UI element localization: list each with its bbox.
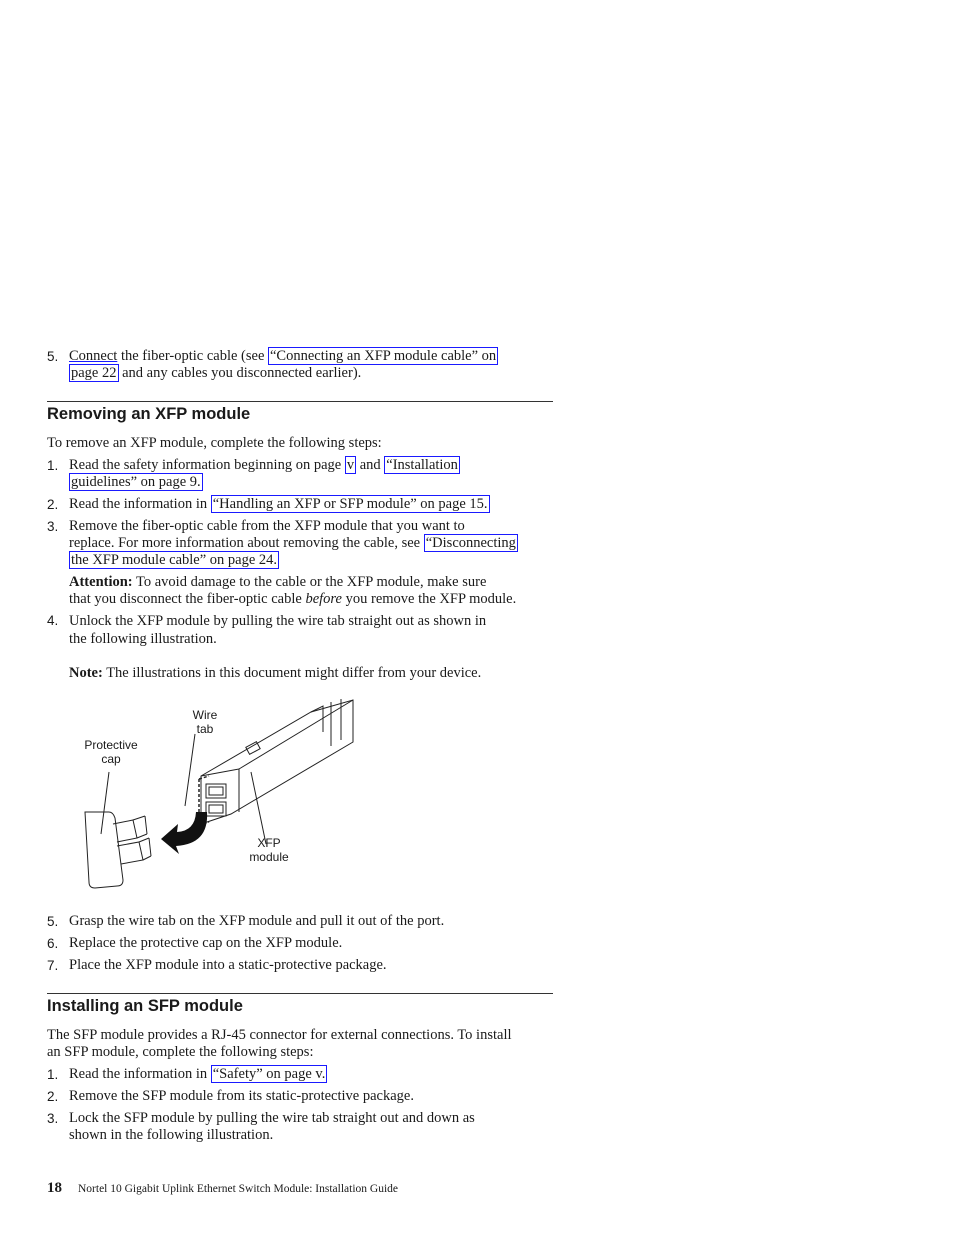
disconnecting-cable-link-cont[interactable]: the XFP module cable” on page 24. [71,552,278,568]
xfp-removal-illustration [61,694,381,904]
text: To avoid damage to the cable or the XFP module, make sure [132,574,487,590]
step-number: 5. [47,914,59,929]
step-number: 5. [47,349,59,364]
text: Remove the fiber-optic cable from the XFP module that you want to [69,518,465,534]
list-item [47,518,553,569]
step-number: 3. [47,519,59,534]
document-title: Nortel 10 Gigabit Uplink Ethernet Switch Module: Installation Guide [78,1183,399,1195]
label-wire: Wire [192,708,218,722]
safety-link[interactable]: “Safety” on page v. [212,1066,326,1082]
list-item [47,457,553,491]
step-number: 1. [47,458,59,473]
list-item [47,1088,553,1105]
emphasis: before [305,591,342,607]
list-item [47,913,553,930]
text: the fiber-optic cable (see [117,348,268,364]
text: Lock the SFP module by pulling the wire tab straight out and down as [69,1110,475,1126]
disconnecting-cable-link[interactable]: “Disconnecting [425,535,516,551]
label-xfp: XFP [257,836,281,850]
text: Read the safety information beginning on page [69,457,345,473]
text: an SFP module, complete the following steps: [47,1044,314,1060]
label-cap: cap [101,752,121,766]
text: Read the information in [69,1066,211,1082]
page-22-link[interactable]: page 22 [71,365,117,381]
label-module: module [249,850,289,864]
text: Read the information in [69,496,211,512]
list-item [47,935,553,952]
text: the following illustration. [69,631,217,647]
step-number: 2. [47,1089,59,1104]
note [47,665,553,682]
text: Grasp the wire tab on the XFP module and pull it out of the port. [69,913,445,929]
paragraph [47,1027,553,1061]
text: The illustrations in this document might differ from your device. [102,665,482,681]
text: Unlock the XFP module by pulling the wire tab straight out as shown in [69,613,487,629]
page-footer [47,1180,398,1197]
section-heading-removing: Removing an XFP module [47,401,553,424]
text: Replace the protective cap on the XFP module. [69,935,343,951]
list-item [47,1066,553,1083]
step-number: 6. [47,936,59,951]
text: The SFP module provides a RJ-45 connector for external connections. To install [47,1027,512,1043]
list-item [47,1110,553,1144]
text: and any cables you disconnected earlier). [118,365,362,381]
installation-guidelines-link[interactable]: “Installation [386,457,458,473]
label-wire-tab [185,708,225,736]
list-item [47,348,553,382]
handling-module-link[interactable]: “Handling an XFP or SFP module” on page 15. [212,496,488,512]
label-protective-cap [71,738,151,766]
paragraph: To remove an XFP module, complete the following steps: [47,435,382,451]
label-protective: Protective [84,738,138,752]
step-number: 2. [47,497,59,512]
text: you remove the XFP module. [341,591,517,607]
text: Place the XFP module into a static-protective package. [69,957,387,973]
label-tab: tab [196,722,214,736]
text: and [356,457,385,473]
page-content [47,348,553,1144]
list-item [47,957,553,974]
list-item [47,496,553,513]
attention-note [47,574,553,608]
page-v-link[interactable]: v [346,457,355,473]
section-heading-installing: Installing an SFP module [47,993,553,1016]
text: shown in the following illustration. [69,1127,274,1143]
installation-guidelines-link-cont[interactable]: guidelines” on page 9. [71,474,201,490]
connecting-cable-link[interactable]: “Connecting an XFP module cable” on [270,348,497,364]
page-number: 18 [47,1180,62,1196]
step-number: 1. [47,1067,59,1082]
label-xfp-module [239,836,299,864]
step-number: 3. [47,1111,59,1126]
text: replace. For more information about removing the cable, see [69,535,424,551]
attention-label: Attention: [69,574,133,590]
step-number: 4. [47,613,59,628]
text: that you disconnect the fiber-optic cable [69,591,306,607]
list-item [47,612,553,648]
connect-link[interactable]: Connect [69,348,118,364]
note-label: Note: [69,665,103,681]
step-number: 7. [47,958,59,973]
text: Remove the SFP module from its static-protective package. [69,1088,414,1104]
